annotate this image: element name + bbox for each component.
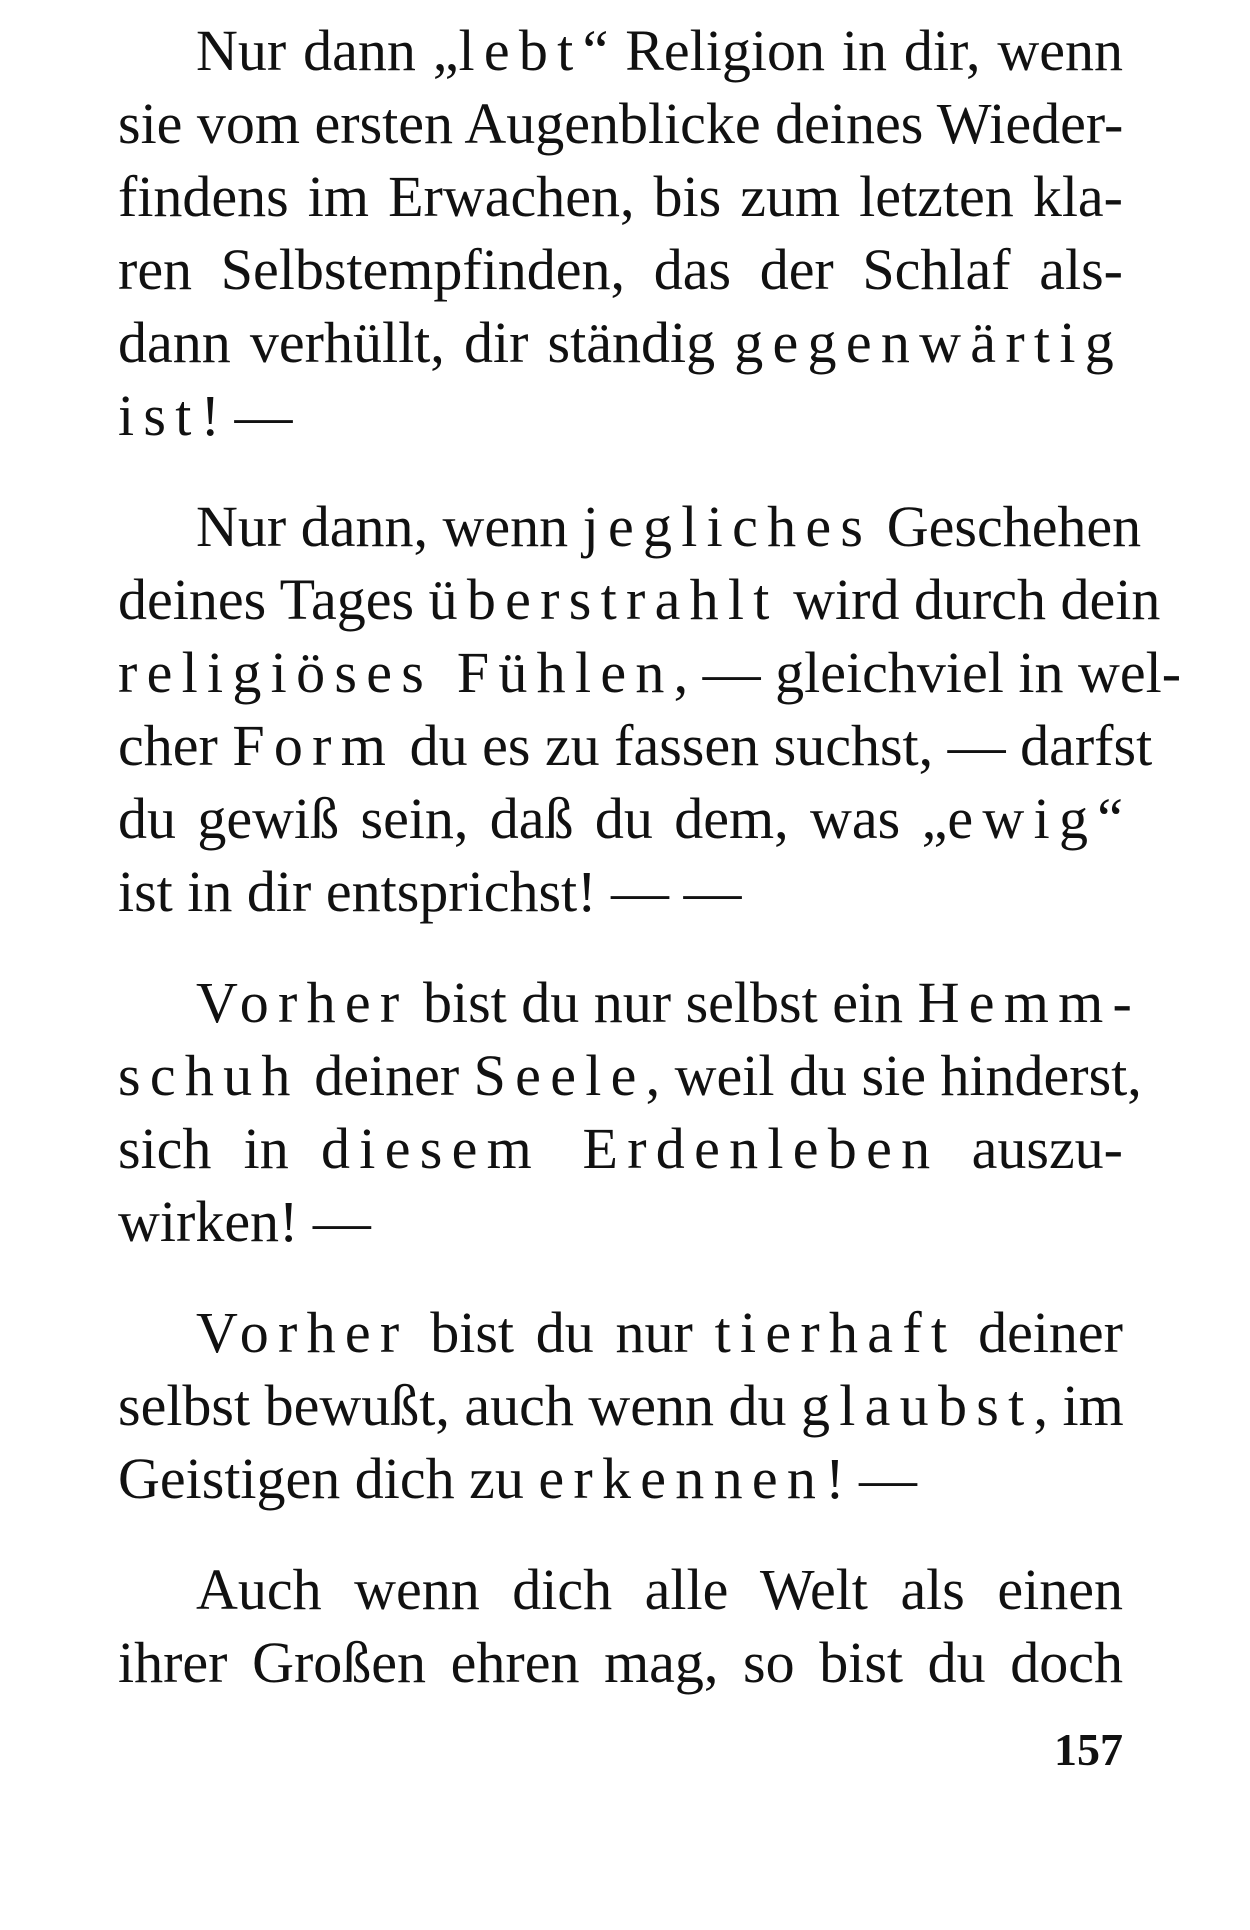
- text-line: wirken! —: [118, 1189, 371, 1254]
- text-line: sich in diesem Erdenleben auszu-: [118, 1116, 1123, 1181]
- text-line: ist in dir entsprichst! — —: [118, 859, 742, 924]
- text-line: cher Form du es zu fassen suchst, — darfst: [118, 713, 1153, 778]
- text-line: religiöses Fühlen, — gleichviel in wel-: [118, 640, 1182, 705]
- text-line: sie vom ersten Augenblicke deines Wieder-: [118, 91, 1124, 156]
- text-line: Nur dann „lebt“ Religion in dir, wenn: [196, 18, 1123, 83]
- text-line: Auch wenn dich alle Welt als einen: [196, 1557, 1123, 1622]
- text-line: deines Tages überstrahlt wird durch dein: [118, 567, 1161, 632]
- text-line: selbst bewußt, auch wenn du glaubst, im: [118, 1373, 1124, 1438]
- text-line: dann verhüllt, dir ständig gegenwärtig: [118, 310, 1123, 375]
- text-line: Nur dann, wenn jegliches Geschehen: [196, 494, 1142, 559]
- book-page: [118, 0, 1182, 1930]
- text-line: Vorher bist du nur selbst ein Hemm-: [196, 970, 1142, 1035]
- text-line: ist! —: [118, 383, 293, 448]
- text-line: Vorher bist du nur tierhaft deiner: [196, 1300, 1123, 1365]
- text-line: findens im Erwachen, bis zum letzten kla-: [118, 164, 1123, 229]
- text-line: ihrer Großen ehren mag, so bist du doch: [118, 1630, 1123, 1695]
- text-line: du gewiß sein, daß du dem, was „ewig“: [118, 786, 1123, 851]
- page-number: 157: [1054, 1724, 1123, 1775]
- text-line: schuh deiner Seele, weil du sie hinderst,: [118, 1043, 1142, 1108]
- text-line: ren Selbstempfinden, das der Schlaf als-: [118, 237, 1123, 302]
- text-line: Geistigen dich zu erkennen! —: [118, 1446, 918, 1511]
